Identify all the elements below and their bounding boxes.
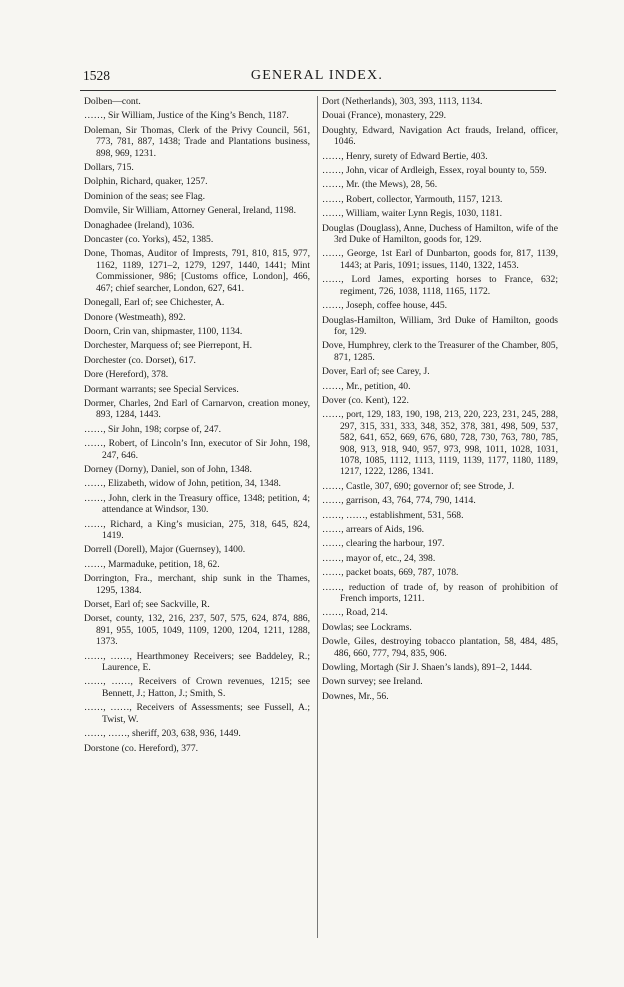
- index-entry: Done, Thomas, Auditor of Imprests, 791, 810, 815, 977, 1162, 1189, 1271–2, 1279, 1297, 1440, 1441; Mint Commissioner, 986; [Customs office, London], 466, 467; chief searcher, London, 627, 641.: [84, 248, 310, 294]
- index-entry: Dowle, Giles, destroying tobacco plantation, 58, 484, 485, 486, 660, 777, 794, 835, 906.: [322, 636, 558, 659]
- index-entry: ……, reduction of trade of, by reason of prohibition of French imports, 1211.: [322, 581, 558, 605]
- index-entry: Dover (co. Kent), 122.: [322, 394, 409, 406]
- index-entry: Dorchester, Marquess of; see Pierrepont, H.: [84, 340, 252, 352]
- header-rule: [80, 90, 556, 91]
- index-entry: ……, Mr., petition, 40.: [322, 380, 411, 392]
- index-entry: Dormant warrants; see Special Services.: [84, 383, 239, 395]
- index-entry: Dorchester (co. Dorset), 617.: [84, 354, 196, 366]
- index-entry: Dollars, 715.: [84, 162, 134, 174]
- index-entry: ……, Richard, a King’s musician, 275, 318, 645, 824, 1419.: [84, 518, 310, 541]
- index-entry: Dore (Hereford), 378.: [84, 369, 169, 381]
- index-entry: Dowlas; see Lockrams.: [322, 621, 412, 633]
- index-entry: ……, clearing the harbour, 197.: [322, 538, 445, 550]
- index-entry: Dorstone (co. Hereford), 377.: [84, 742, 199, 754]
- index-entry: Donegall, Earl of; see Chichester, A.: [84, 297, 225, 309]
- index-entry: Doleman, Sir Thomas, Clerk of the Privy Council, 561, 773, 781, 887, 1438; Trade and Plantations business, 898, 969, 1231.: [84, 124, 310, 159]
- index-entry: Dolphin, Richard, quaker, 1257.: [84, 176, 208, 188]
- index-entry: ……, ……, sheriff, 203, 638, 936, 1449.: [84, 728, 241, 740]
- index-entry: Domvile, Sir William, Attorney General, Ireland, 1198.: [84, 205, 296, 217]
- index-entry: Downes, Mr., 56.: [322, 690, 389, 702]
- index-entry: ……, John, vicar of Ardleigh, Essex, royal bounty to, 559.: [322, 165, 547, 177]
- right-column: [322, 96, 558, 705]
- index-entry: ……, ……, Receivers of Crown revenues, 1215; see Bennett, J.; Hatton, J.; Smith, S.: [84, 676, 310, 699]
- page-number: 1528: [83, 68, 110, 83]
- index-entry: ……, Joseph, coffee house, 445.: [322, 300, 448, 312]
- index-entry: ……, ……, Receivers of Assessments; see Fussell, A.; Twist, W.: [84, 702, 310, 725]
- index-entry: Dowling, Mortagh (Sir J. Shaen’s lands), 891–2, 1444.: [322, 662, 532, 674]
- index-entry: ……, Sir John, 198; corpse of, 247.: [84, 423, 221, 435]
- index-entry: Dover, Earl of; see Carey, J.: [322, 366, 430, 378]
- index-entry: ……, Henry, surety of Edward Bertie, 403.: [322, 150, 488, 162]
- index-entry: Dormer, Charles, 2nd Earl of Carnarvon, creation money, 893, 1284, 1443.: [84, 397, 310, 421]
- index-entry: ……, William, waiter Lynn Regis, 1030, 1181.: [322, 208, 503, 220]
- index-entry: ……, Lord James, exporting horses to France, 632; regiment, 726, 1038, 1118, 1165, 1172.: [322, 274, 558, 297]
- index-entry: ……, John, clerk in the Treasury office, 1348; petition, 4; attendance at Windsor, 130.: [84, 492, 310, 516]
- index-entry: Dolben—cont.: [84, 96, 141, 107]
- index-entry: ……, Mr. (the Mews), 28, 56.: [322, 179, 438, 191]
- index-entry: Douai (France), monastery, 229.: [322, 110, 447, 122]
- index-entry: Doorn, Crin van, shipmaster, 1100, 1134.: [84, 325, 243, 337]
- index-entry: ……, George, 1st Earl of Dunbarton, goods for, 817, 1139, 1443; at Paris, 1091; issues, 1140, 1322, 1453.: [322, 248, 558, 271]
- index-entry: Doughty, Edward, Navigation Act frauds, Ireland, officer, 1046.: [322, 124, 558, 148]
- page-title: GENERAL INDEX.: [250, 68, 384, 83]
- index-entry: ……, Marmaduke, petition, 18, 62.: [84, 558, 220, 570]
- index-entry: Dort (Netherlands), 303, 393, 1113, 1134.: [322, 96, 483, 107]
- index-entry: ……, Road, 214.: [322, 607, 388, 619]
- index-entry: ……, packet boats, 669, 787, 1078.: [322, 567, 459, 579]
- index-entry: ……, garrison, 43, 764, 774, 790, 1414.: [322, 495, 476, 507]
- index-entry: Dorset, county, 132, 216, 237, 507, 575, 624, 874, 886, 891, 955, 1005, 1049, 1109, 1200, 1204, 1211, 1288, 1373.: [84, 613, 310, 648]
- index-entry: Douglas-Hamilton, William, 3rd Duke of Hamilton, goods for, 129.: [322, 314, 558, 337]
- index-entry: Dorrell (Dorell), Major (Guernsey), 1400.: [84, 544, 246, 556]
- index-entry: Donore (Westmeath), 892.: [84, 311, 186, 323]
- index-entry: Doncaster (co. Yorks), 452, 1385.: [84, 234, 214, 246]
- column-divider: [317, 96, 318, 938]
- index-entry: Dorney (Dorny), Daniel, son of John, 1348.: [84, 463, 252, 475]
- index-entry: ……, Robert, of Lincoln’s Inn, executor of Sir John, 198, 247, 646.: [84, 438, 310, 461]
- index-entry: ……, ……, Hearthmoney Receivers; see Baddeley, R.; Laurence, E.: [84, 650, 310, 674]
- index-entry: ……, ……, establishment, 531, 568.: [322, 509, 464, 521]
- index-entry: ……, mayor of, etc., 24, 398.: [322, 552, 436, 564]
- index-entry: Dorrington, Fra., merchant, ship sunk in the Thames, 1295, 1384.: [84, 573, 310, 596]
- index-entry: Douglas (Douglass), Anne, Duchess of Hamilton, wife of the 3rd Duke of Hamilton, goods for, 129.: [322, 222, 558, 246]
- left-column: [84, 96, 310, 757]
- index-entry: ……, Robert, collector, Yarmouth, 1157, 1213.: [322, 193, 503, 205]
- index-entry: ……, Castle, 307, 690; governor of; see Strode, J.: [322, 480, 515, 492]
- index-entry: Dorset, Earl of; see Sackville, R.: [84, 599, 210, 611]
- index-entry: ……, port, 129, 183, 190, 198, 213, 220, 223, 231, 245, 288, 297, 315, 331, 333, 348, 352, 378, 381, 498, 509, 537, 582, 641, 652, 669, 676, 680, 728, 730, 763, 780, 785, 908, 913, 918, 940, 957, 973, 998, 1011, 1028, 1031, 1078, 1085, 1112, 1113, 1119, 1139, 1177, 1180, 1189, 1217, 1222, 1286, 1341.: [322, 409, 558, 478]
- index-entry: ……, Elizabeth, widow of John, petition, 34, 1348.: [84, 478, 281, 490]
- index-entry: Dove, Humphrey, clerk to the Treasurer of the Chamber, 805, 871, 1285.: [322, 340, 558, 363]
- index-entry: Dominion of the seas; see Flag.: [84, 190, 205, 202]
- index-entry: Down survey; see Ireland.: [322, 676, 423, 688]
- index-entry: ……, arrears of Aids, 196.: [322, 524, 425, 535]
- index-entry: Donaghadee (Ireland), 1036.: [84, 219, 195, 231]
- index-entry: ……, Sir William, Justice of the King’s Bench, 1187.: [84, 110, 289, 122]
